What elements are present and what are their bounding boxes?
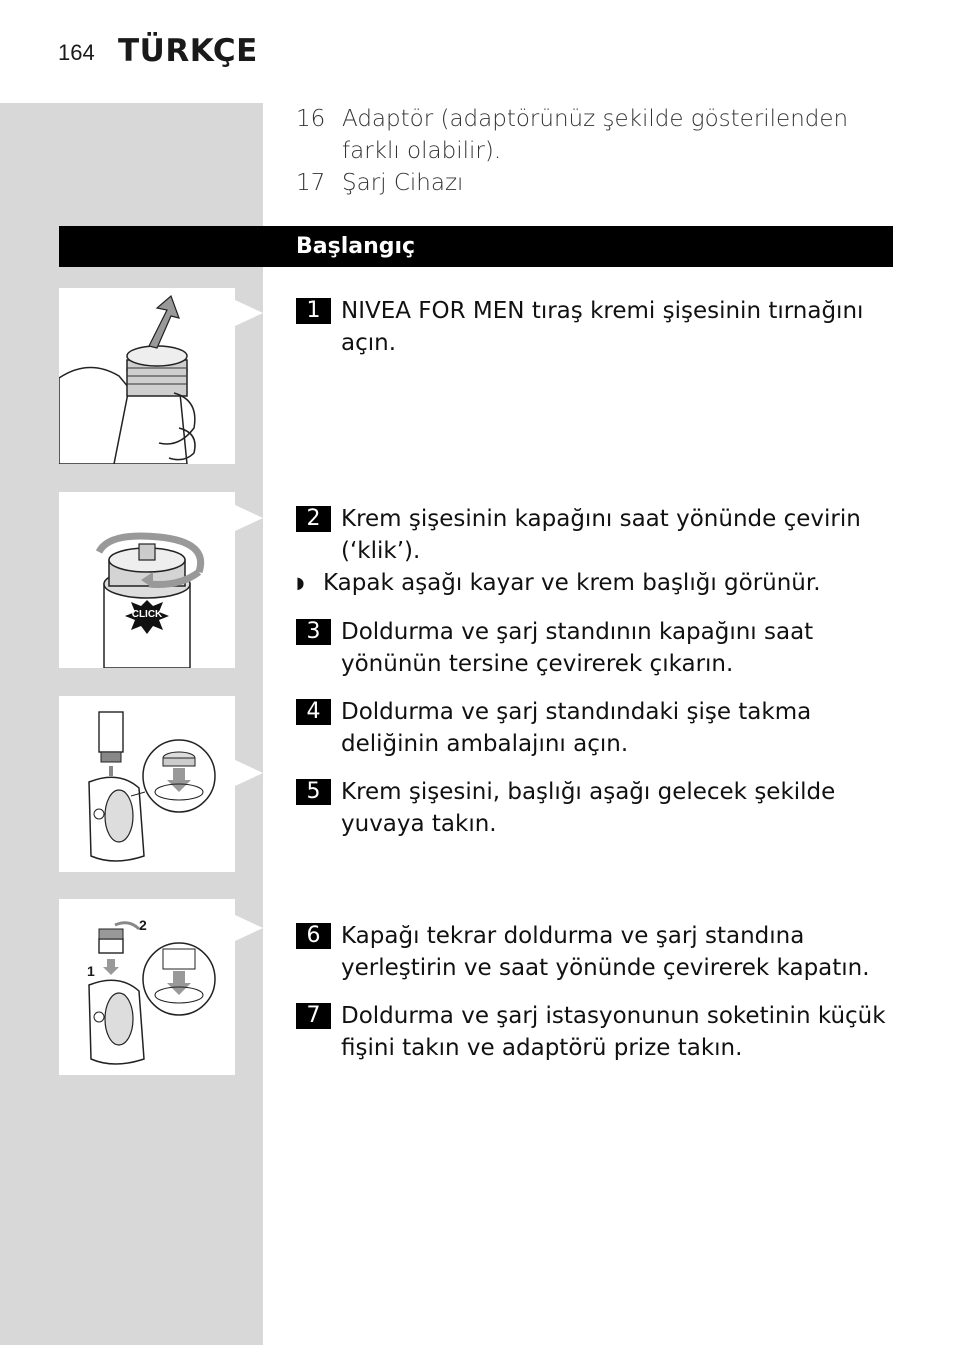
illustration-close-cap [59,899,235,1075]
figure-pointer [235,300,263,326]
figure-label-2: 2 [139,917,147,933]
figure-close-cap [59,899,235,1075]
parts-item-number: 17 [296,170,326,196]
parts-item-text: Şarj Cihazı [342,170,464,196]
parts-item-text: Adaptör (adaptörünüz şekilde gösterilenden farklı olabilir). [342,106,849,164]
step-text: Doldurma ve şarj istasyonunun soketinin küçük fişini takın ve adaptörü prize takın. [341,1003,886,1061]
illustration-hand-bottle [59,288,235,464]
result-bullet-icon: ◗ [296,573,305,592]
step-1 [296,295,896,359]
step-number-box: 6 [296,923,331,949]
step-3 [296,616,896,680]
page-language-heading: TÜRKÇE [118,33,258,69]
step-4 [296,696,896,760]
step-number-box: 1 [296,298,331,324]
step-number-box: 5 [296,779,331,805]
step-number-box: 2 [296,506,331,532]
step-7 [296,1000,896,1064]
figure-label-1: 1 [87,963,95,979]
page-number: 164 [58,40,95,65]
step-number-box: 4 [296,699,331,725]
step-result [296,567,896,599]
step-text: Doldurma ve şarj standının kapağını saat yönünün tersine çevirerek çıkarın. [341,619,814,677]
parts-item-16 [296,103,896,167]
parts-item-17 [296,167,896,199]
click-label: CLICK [131,609,163,620]
figure-pointer [235,505,263,531]
figure-pointer [235,915,263,941]
step-text: Kapağı tekrar doldurma ve şarj standına yerleştirin ve saat yönünde çevirerek kapatın. [341,923,870,981]
section-title: Başlangıç [296,234,416,259]
figure-insert-bottle [59,696,235,872]
section-header-bar [59,226,893,267]
step-text: Doldurma ve şarj standındaki şişe takma deliğinin ambalajını açın. [341,699,812,757]
step-2 [296,503,896,567]
figure-open-tab [59,288,235,464]
illustration-insert-bottle [59,696,235,872]
step-text: Krem şişesinin kapağını saat yönünde çevirin (‘klik’). [341,506,861,564]
step-number-box: 3 [296,619,331,645]
figure-twist-cap [59,492,235,668]
illustration-twist-cap [59,492,235,668]
step-5 [296,776,896,840]
parts-item-number: 16 [296,106,326,132]
step-text: NIVEA FOR MEN tıraş kremi şişesinin tırnağını açın. [341,298,864,356]
result-text: Kapak aşağı kayar ve krem başlığı görünür. [323,570,821,596]
figure-pointer [235,760,263,786]
step-text: Krem şişesini, başlığı aşağı gelecek şekilde yuvaya takın. [341,779,836,837]
step-number-box: 7 [296,1003,331,1029]
step-6 [296,920,896,984]
